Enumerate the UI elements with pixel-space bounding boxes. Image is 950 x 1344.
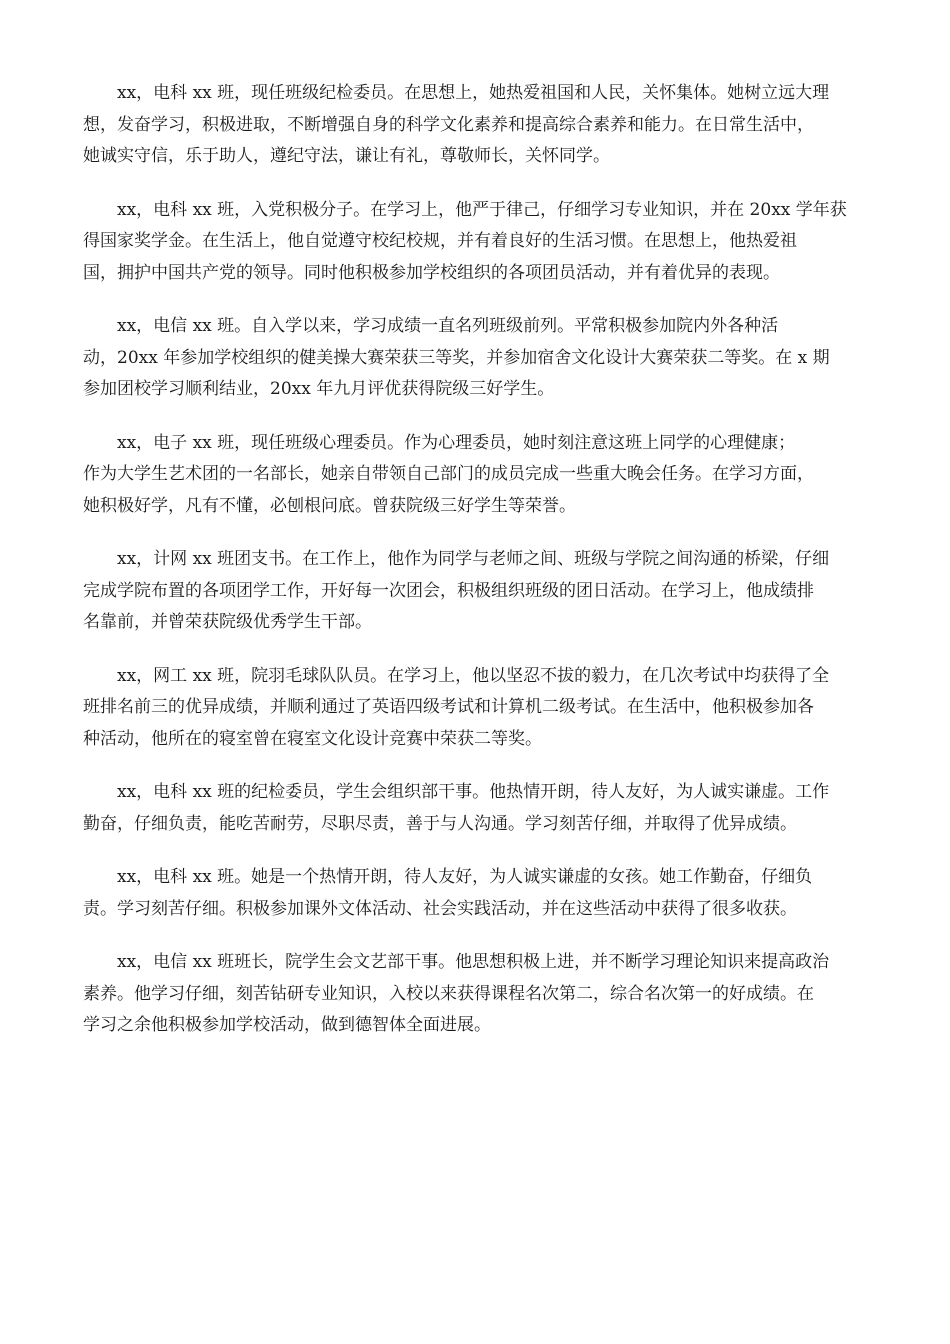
text-line: 得国家奖学金。在生活上，他自觉遵守校纪校规，并有着良好的生活习惯。在思想上，他热爱祖 — [83, 231, 797, 251]
document-body — [83, 78, 868, 1064]
text-line: 班排名前三的优异成绩，并顺利通过了英语四级考试和计算机二级考试。在生活中，他积极参加各 — [83, 697, 814, 717]
text-line: xx，电信 xx 班。自入学以来，学习成绩一直名列班级前列。平常积极参加院内外各种活 — [117, 316, 779, 336]
text-line: 她诚实守信，乐于助人，遵纪守法，谦让有礼，尊敬师长，关怀同学。 — [83, 146, 610, 166]
text-line: xx，电科 xx 班。她是一个热情开朗，待人友好，为人诚实谦虚的女孩。她工作勤奋，仔细负 — [117, 867, 813, 887]
paragraph-2 — [83, 195, 868, 290]
paragraph-8 — [83, 862, 868, 925]
text-line: xx，网工 xx 班，院羽毛球队队员。在学习上，他以坚忍不拔的毅力，在几次考试中均获得了全 — [117, 665, 830, 686]
paragraph-1 — [83, 78, 868, 173]
text-line: 动，20xx 年参加学校组织的健美操大赛荣获三等奖，并参加宿舍文化设计大赛荣获二等奖。在 x 期 — [83, 347, 830, 368]
text-line: 学习之余他积极参加学校活动，做到德智体全面进展。 — [83, 1015, 491, 1035]
paragraph-3 — [83, 311, 868, 406]
paragraph-4 — [83, 428, 868, 523]
text-line: 名靠前，并曾荣获院级优秀学生干部。 — [83, 612, 372, 632]
paragraph-9 — [83, 947, 868, 1042]
text-line: 种活动，他所在的寝室曾在寝室文化设计竞赛中荣获二等奖。 — [83, 728, 542, 749]
paragraph-6 — [83, 661, 868, 756]
text-line: 素养。他学习仔细，刻苦钻研专业知识，入校以来获得课程名次第二，综合名次第一的好成绩。在 — [83, 983, 814, 1004]
text-line: 她积极好学，凡有不懂，必刨根问底。曾获院级三好学生等荣誉。 — [83, 495, 576, 516]
text-line: xx，电科 xx 班，入党积极分子。在学习上，他严于律己，仔细学习专业知识，并在 20xx 学年获 — [117, 199, 847, 220]
text-line: 勤奋，仔细负责，能吃苦耐劳，尽职尽责，善于与人沟通。学习刻苦仔细，并取得了优异成绩。 — [83, 813, 797, 834]
text-line: 作为大学生艺术团的一名部长，她亲自带领自己部门的成员完成一些重大晚会任务。在学习方面， — [83, 464, 814, 484]
text-line: 完成学院布置的各项团学工作，开好每一次团会，积极组织班级的团日活动。在学习上，他成绩排 — [83, 580, 814, 601]
text-line: xx，计网 xx 班团支书。在工作上，他作为同学与老师之间、班级与学院之间沟通的桥梁，仔细 — [117, 549, 830, 569]
text-line: 参加团校学习顺利结业，20xx 年九月评优获得院级三好学生。 — [83, 379, 555, 399]
text-line: xx，电信 xx 班班长，院学生会文艺部干事。他思想积极上进，并不断学习理论知识来提高政治 — [117, 952, 830, 972]
text-line: 想，发奋学习，积极进取，不断增强自身的科学文化素养和提高综合素养和能力。在日常生活中， — [83, 114, 814, 135]
paragraph-5 — [83, 544, 868, 639]
text-line: 责。学习刻苦仔细。积极参加课外文体活动、社会实践活动，并在这些活动中获得了很多收获。 — [83, 898, 797, 919]
text-line: xx，电子 xx 班，现任班级心理委员。作为心理委员，她时刻注意这班上同学的心理健康； — [117, 432, 796, 453]
paragraph-7 — [83, 777, 868, 840]
text-line: xx，电科 xx 班的纪检委员，学生会组织部干事。他热情开朗，待人友好，为人诚实谦虚。工作 — [117, 782, 830, 802]
text-line: 国，拥护中国共产党的领导。同时他积极参加学校组织的各项团员活动，并有着优异的表现。 — [83, 262, 780, 283]
text-line: xx，电科 xx 班，现任班级纪检委员。在思想上，她热爱祖国和人民，关怀集体。她树立远大理 — [117, 83, 830, 103]
